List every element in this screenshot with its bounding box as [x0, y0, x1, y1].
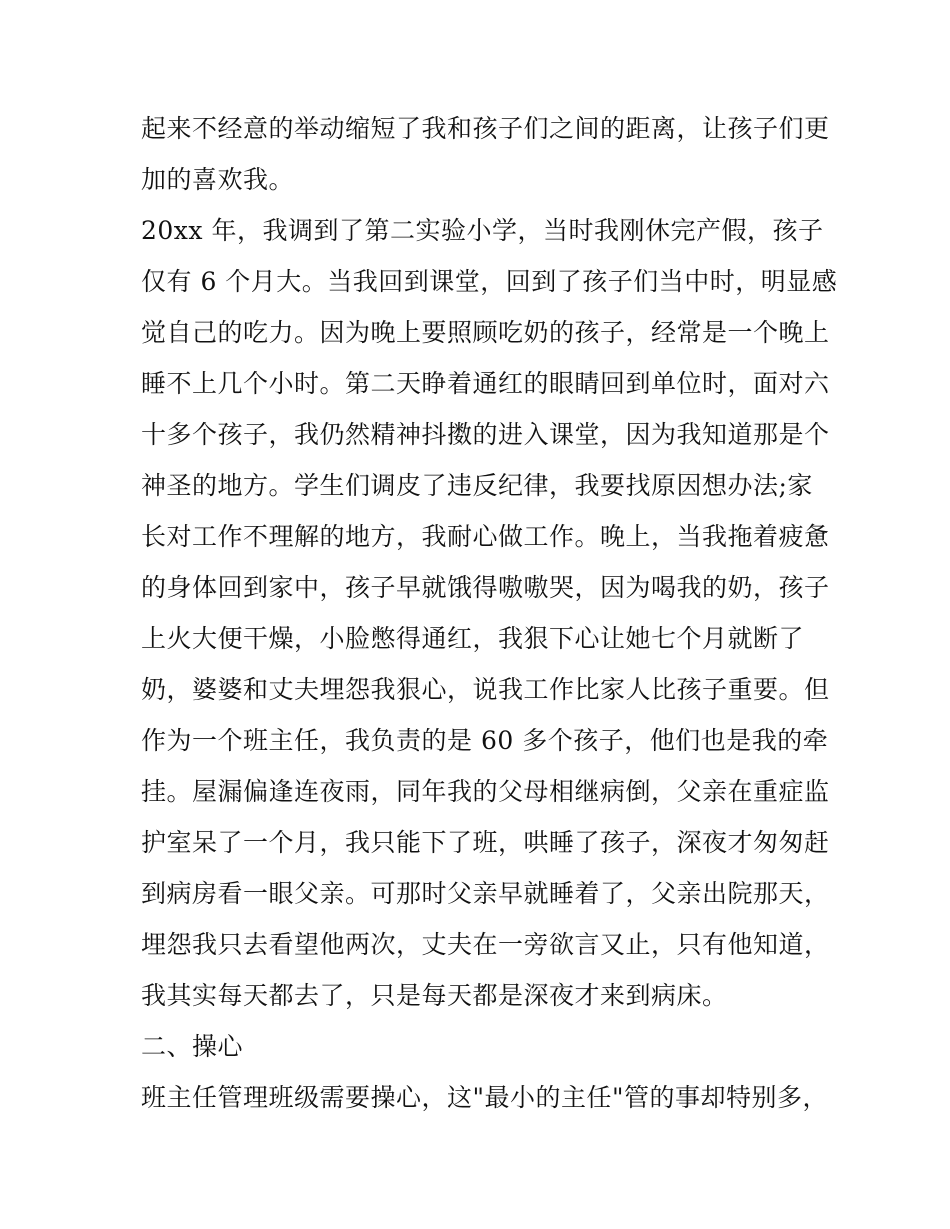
text-line: 十多个孩子，我仍然精神抖擞的进入课堂，因为我知道那是个 [141, 420, 830, 449]
text-line: 作为一个班主任，我负责的是 60 多个孩子，他们也是我的牵 [141, 726, 829, 755]
text-line: 长对工作不理解的地方，我耐心做工作。晚上，当我拖着疲惫 [141, 522, 830, 551]
text-line: 的身体回到家中，孩子早就饿得嗷嗷哭，因为喝我的奶，孩子 [141, 573, 830, 602]
document-body [141, 103, 838, 1123]
text-line: 护室呆了一个月，我只能下了班，哄睡了孩子，深夜才匆匆赶 [141, 828, 830, 857]
text-line: 觉自己的吃力。因为晚上要照顾吃奶的孩子，经常是一个晚上 [141, 318, 830, 347]
text-line: 睡不上几个小时。第二天睁着通红的眼睛回到单位时，面对六 [141, 369, 830, 398]
text-line: 加的喜欢我。 [141, 165, 295, 194]
section-heading: 二、操心 [141, 1032, 244, 1061]
text-line: 20xx 年，我调到了第二实验小学，当时我刚休完产假，孩子 [141, 216, 824, 245]
text-line: 起来不经意的举动缩短了我和孩子们之间的距离，让孩子们更 [141, 114, 830, 143]
text-line: 上火大便干燥，小脸憋得通红，我狠下心让她七个月就断了 [141, 624, 805, 653]
text-line: 我其实每天都去了，只是每天都是深夜才来到病床。 [141, 981, 728, 1010]
text-line: 仅有 6 个月大。当我回到课堂，回到了孩子们当中时，明显感 [141, 267, 838, 296]
text-line: 神圣的地方。学生们调皮了违反纪律，我要找原因想办法;家 [141, 471, 813, 500]
text-line: 奶，婆婆和丈夫埋怨我狠心，说我工作比家人比孩子重要。但 [141, 675, 830, 704]
text-line: 挂。屋漏偏逢连夜雨，同年我的父母相继病倒，父亲在重症监 [141, 777, 830, 806]
text-line: 班主任管理班级需要操心，这"最小的主任"管的事却特别多， [141, 1083, 829, 1112]
text-line: 埋怨我只去看望他两次，丈夫在一旁欲言又止，只有他知道， [141, 930, 830, 959]
text-line: 到病房看一眼父亲。可那时父亲早就睡着了，父亲出院那天， [141, 879, 830, 908]
